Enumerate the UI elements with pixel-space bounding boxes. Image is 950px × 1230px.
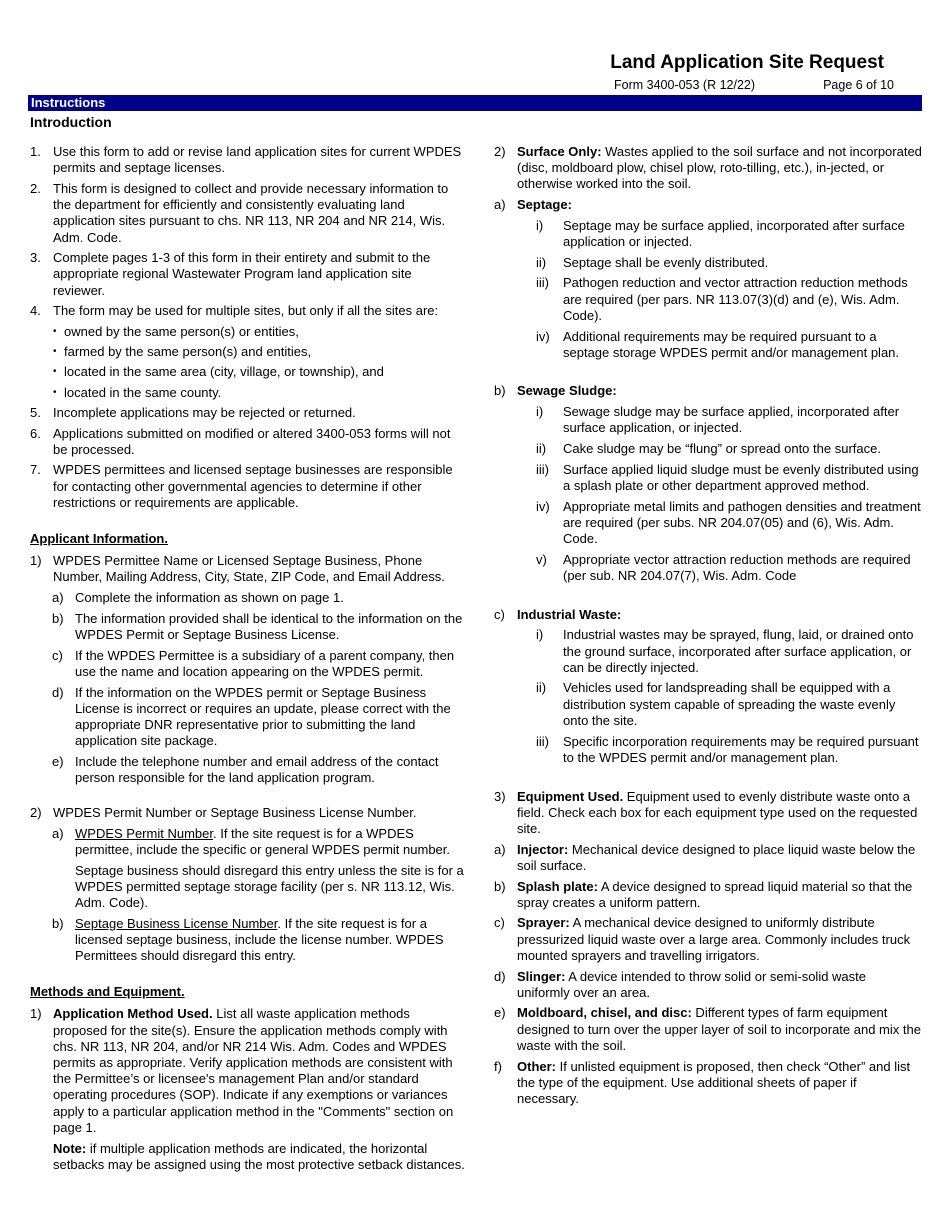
list-item: 1) Application Method Used. List all waste application methods proposed for the site(s). Ensure the application methods comply with chs. NR 113, NR 204, and/or NR 214 Wis. Adm. Codes and WPDES permits as appropriate. Verify application methods are consistent with the Permittee’s or licensee's management Plan and/or standard operating procedures (SOP). Indicate if any exemptions or variances apply to a particular application method in the "Comments" section on page 1. [30,1006,454,1135]
form-title: Land Application Site Request [610,52,884,73]
introduction-heading: Introduction [30,114,112,130]
sub-item: ii) Septage shall be evenly distributed. [536,254,769,270]
sub-item: b) The information provided shall be identical to the information on the WPDES Permit or Septage Business License. [52,610,463,643]
sub-item: ii) Vehicles used for landspreading shall be equipped with a distribution system capable of spreading the waste evenly onto the site. [536,680,896,728]
list-item: 5. Incomplete applications may be rejected or returned. [30,404,356,420]
sub-item: c) If the WPDES Permittee is a subsidiary of a parent company, then use the name and location appearing on the WPDES permit. [52,647,455,679]
sub-heading: b) Sewage Sludge: [494,383,617,399]
list-item: 2. This form is designed to collect and provide necessary information to the department for efficiently and consistently evaluating land application sites pursuant to chs. NR 113, NR 204 and NR 214, Wis. Adm. Code. [30,180,449,245]
sub-item: e) Include the telephone number and email address of the contact person responsible for the land application program. [52,754,439,786]
sub-heading: a) Septage: [494,197,572,213]
instructions-bar [28,95,922,111]
form-number: Form 3400-053 (R 12/22) [614,78,756,92]
sub-item: ii) Cake sludge may be “flung” or spread onto the surface. [536,441,881,457]
note: Note: if multiple application methods are indicated, the horizontal setbacks may be assigned using the most protective setback distances. [53,1140,465,1172]
list-item: 6. Applications submitted on modified or altered 3400-053 forms will not be processed. [30,425,451,457]
sub-item: e) Moldboard, chisel, and disc: Different types of farm equipment designed to turn over the upper layer of soil to incorporate and mix the waste with the soil. [494,1005,921,1053]
list-item: 1. Use this form to add or revise land application sites for current WPDES permits and septage licenses. [30,144,462,176]
page-number: Page 6 of 10 [823,78,894,92]
sub-item: iii) Specific incorporation requirements may be required pursuant to the WPDES permit and/or management plan. [536,733,919,765]
sub-item: iv) Appropriate metal limits and pathogen densities and treatment are required (per subs. NR 204.07(05) and (6), Wis. Adm. Code. [536,498,921,547]
bullet-item: • owned by the same person(s) or entities, [53,324,299,340]
left-column [30,144,466,1173]
sub-item: a) Complete the information as shown on page 1. [52,590,344,606]
list-item: 2) WPDES Permit Number or Septage Business License Number. [30,804,417,820]
applicant-heading: Applicant Information. [30,531,168,547]
bullet-item: • farmed by the same person(s) and entities, [53,344,312,360]
list-item: 1) WPDES Permittee Name or Licensed Septage Business, Phone Number, Mailing Address, City, State, ZIP Code, and Email Address. [30,553,445,585]
sub-heading: c) Industrial Waste: [494,606,622,622]
sub-item: iv) Additional requirements may be required pursuant to a septage storage WPDES permit and/or management plan. [536,328,900,360]
bullet-item: • located in the same county. [53,384,222,400]
sub-item: f) Other: If unlisted equipment is proposed, then check “Other” and list the type of the equipment. Use additional sheets of paper if necessary. [494,1058,911,1106]
sub-item: b) Splash plate: A device designed to spread liquid material so that the spray creates a uniform pattern. [494,878,913,910]
sub-item: i) Industrial wastes may be sprayed, flung, laid, or drained onto the ground surface, incorporated after surface application, or can be directly injected. [536,627,914,675]
sub-item: i) Septage may be surface applied, incorporated after surface application or injected. [536,217,905,250]
sub-item: i) Sewage sludge may be surface applied, incorporated after surface application, or injected. [536,404,900,436]
list-item: 4. The form may be used for multiple sites, but only if all the sites are: [30,303,439,319]
sub-item: a) WPDES Permit Number. If the site request is for a WPDES permittee, include the specific or general WPDES permit number. [52,825,451,857]
list-item: 3. Complete pages 1-3 of this form in their entirety and submit to the appropriate regional Wastewater Program land application site reviewer. [30,250,431,298]
sub-item: b) Septage Business License Number. If the site request is for a licensed septage business, include the license number. WPDES Permittees should disregard this entry. [52,915,444,964]
instructions-label: Instructions [31,95,106,110]
list-item: 7. WPDES permittees and licensed septage businesses are responsible for contacting other governmental agencies to determine if other restrictions or requirements are applicable. [30,462,453,510]
sub-item: d) Slinger: A device intended to throw solid or semi-solid waste uniformly over an area. [494,968,867,1000]
sub-item: iii) Surface applied liquid sludge must be evenly distributed using a splash plate or other department approved method. [536,461,919,493]
list-item: 3) Equipment Used. Equipment used to evenly distribute waste onto a field. Check each box for each equipment type used on the requested site. [494,788,918,836]
sub-item: iii) Pathogen reduction and vector attraction reduction methods are required (per pars. NR 113.07(3)(d) and (e), Wis. Adm. Code). [536,275,908,323]
sub-item: a) Injector: Mechanical device designed to place liquid waste below the soil surface. [494,841,916,873]
sub-item: v) Appropriate vector attraction reduction methods are required (per sub. NR 204.07(7), Wis. Adm. Code [536,551,911,583]
right-column [494,144,922,1112]
list-item: 2) Surface Only: Wastes applied to the soil surface and not incorporated (disc, moldboard plow, chisel plow, roto-tilling, etc.), in-jected, or otherwise worked into the soil. [494,144,922,192]
bullet-item: • located in the same area (city, village, or township), and [53,364,384,380]
sub-note: Septage business should disregard this entry unless the site is for a WPDES permitted septage storage facility (per s. NR 113.12, Wis. Adm. Code). [75,862,464,910]
sub-item: c) Sprayer: A mechanical device designed to uniformly distribute pressurized liquid waste over a large area. Commonly includes truck mounted sprayers and travelling irrigators. [494,915,911,963]
sub-item: d) If the information on the WPDES permit or Septage Business License is incorrect or requires an update, please correct with the appropriate DNR representative prior to submitting the land application site package. [52,684,451,749]
methods-heading: Methods and Equipment. [30,984,185,1000]
